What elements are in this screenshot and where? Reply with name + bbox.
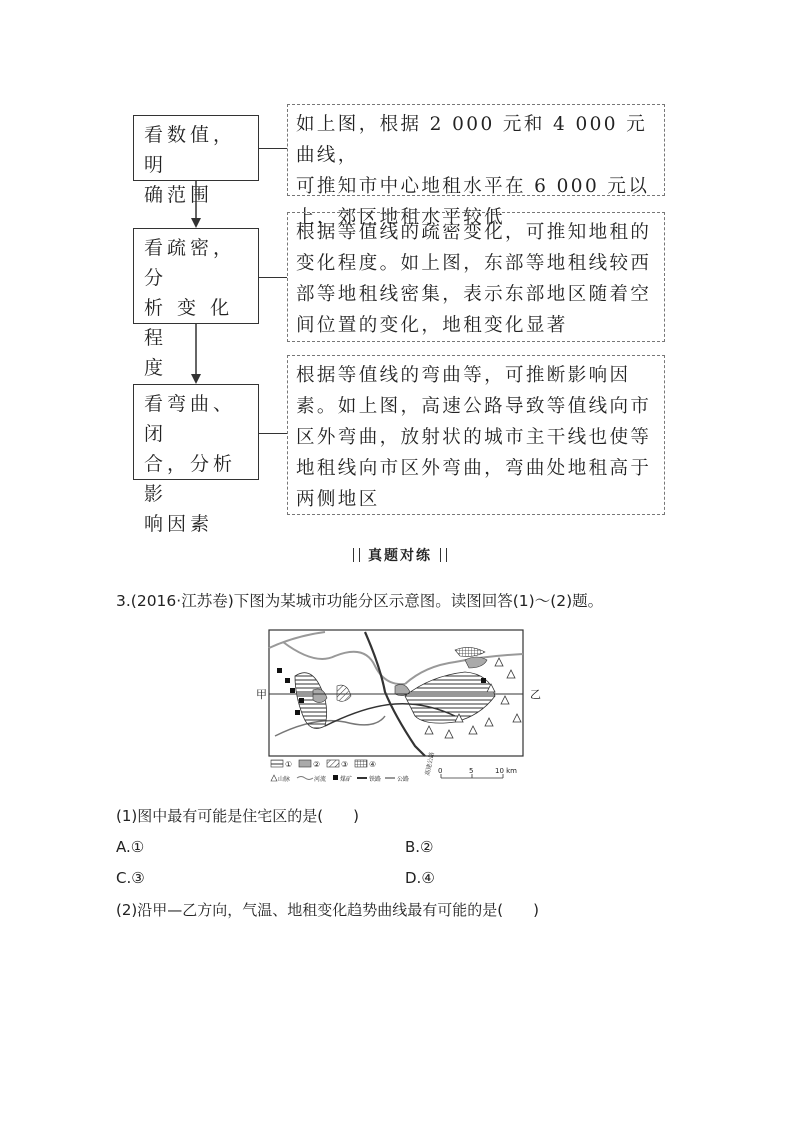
arrow-1-2-head (191, 218, 201, 228)
flow-desc-2-line-1: 根据等值线的疏密变化，可推知地租的 (296, 222, 652, 243)
flow-desc-3-line-5: 两侧地区 (296, 489, 380, 510)
legend-text-road: 公路 (397, 776, 410, 783)
title-bar-left (353, 548, 360, 562)
flow-desc-2-line-2: 变化程度。如上图，东部等地租线较西 (296, 253, 652, 274)
legend-text-river: 河流 (314, 776, 327, 783)
legend-swatch-2 (299, 760, 311, 767)
flow-box-3-line-2: 合，分析影 (144, 453, 237, 505)
flow-box-1-line-2: 确范围 (144, 184, 214, 206)
flow-desc-1-line-1: 如上图，根据 2 000 元和 4 000 元曲线， (296, 114, 648, 166)
legend-text-mountain: 山脉 (278, 776, 291, 783)
legend (271, 760, 409, 783)
flow-desc-3-line-2: 素。如上图，高速公路导致等值线向市 (296, 396, 652, 417)
legend-text-mine: 煤矿 (340, 776, 353, 783)
city-function-map (255, 626, 545, 791)
legend-swatch-1 (271, 760, 283, 767)
legend-mine-icon (333, 775, 338, 780)
coal-mine-6 (481, 678, 486, 683)
scale-bar (438, 767, 517, 778)
section-title (0, 545, 800, 565)
flow-box-3-line-1: 看弯曲、闭 (144, 393, 237, 445)
legend-text-2: ② (313, 760, 321, 769)
legend-mountain-icon (271, 775, 277, 781)
legend-swatch-4 (355, 760, 367, 767)
legend-swatch-3 (327, 760, 339, 767)
scale-label-10: 10 km (495, 767, 518, 775)
flow-box-2-line-2: 析 变 化 程 (144, 297, 234, 349)
flow-desc-2-line-4: 间位置的变化，地租变化显著 (296, 315, 568, 336)
legend-text-3: ③ (341, 760, 349, 769)
title-bar-right (440, 548, 447, 562)
arrow-2-3-head (191, 374, 201, 384)
option-a[interactable]: A.① (116, 838, 145, 856)
flow-desc-2-line-3: 部等地租线密集，表示东部地区随着空 (296, 284, 652, 305)
flow-desc-1-line-3: 上，郊区地租水平较低 (296, 207, 506, 228)
option-d[interactable]: D.④ (405, 869, 435, 887)
highway-label: 高速公路 (424, 751, 436, 777)
section-title-text: 真题对练 (368, 548, 432, 564)
map-label-jia: 甲 (256, 688, 267, 701)
flow-box-2-line-1: 看疏密，分 (144, 237, 237, 289)
flow-box-3-line-3: 响因素 (144, 513, 214, 535)
question-2: (2)沿甲—乙方向，气温、地租变化趋势曲线最有可能的是( ) (116, 901, 539, 919)
coal-mine-1 (277, 668, 282, 673)
question-1: (1)图中最有可能是住宅区的是( ) (116, 807, 359, 825)
flow-desc-3-line-1: 根据等值线的弯曲等，可推断影响因 (296, 365, 631, 386)
flow-desc-3-line-3: 区外弯曲，放射状的城市主干线也使等 (296, 427, 652, 448)
option-c[interactable]: C.③ (116, 869, 145, 887)
legend-text-4: ④ (369, 760, 377, 769)
flow-arrows (0, 0, 800, 560)
legend-text-railway: 铁路 (369, 776, 382, 783)
flow-box-1-line-1: 看数值，明 (144, 124, 237, 176)
question-stem: 3.(2016·江苏卷)下图为某城市功能分区示意图。读图回答(1)～(2)题。 (116, 592, 604, 610)
flow-box-2-line-3: 度 (144, 357, 168, 379)
map-label-yi: 乙 (530, 688, 541, 701)
option-b[interactable]: B.② (405, 838, 434, 856)
flow-desc-1-line-2: 可推知市中心地租水平在 6 000 元以 (296, 176, 650, 197)
legend-text-1: ① (285, 760, 293, 769)
coal-mine-4 (299, 698, 304, 703)
coal-mine-5 (295, 710, 300, 715)
coal-mine-2 (285, 678, 290, 683)
scale-label-5: 5 (469, 767, 474, 775)
coal-mine-3 (290, 688, 295, 693)
legend-river-icon (297, 777, 313, 780)
flow-desc-3-line-4: 地租线向市区外弯曲，弯曲处地租高于 (296, 458, 652, 479)
scale-label-0: 0 (438, 767, 443, 775)
